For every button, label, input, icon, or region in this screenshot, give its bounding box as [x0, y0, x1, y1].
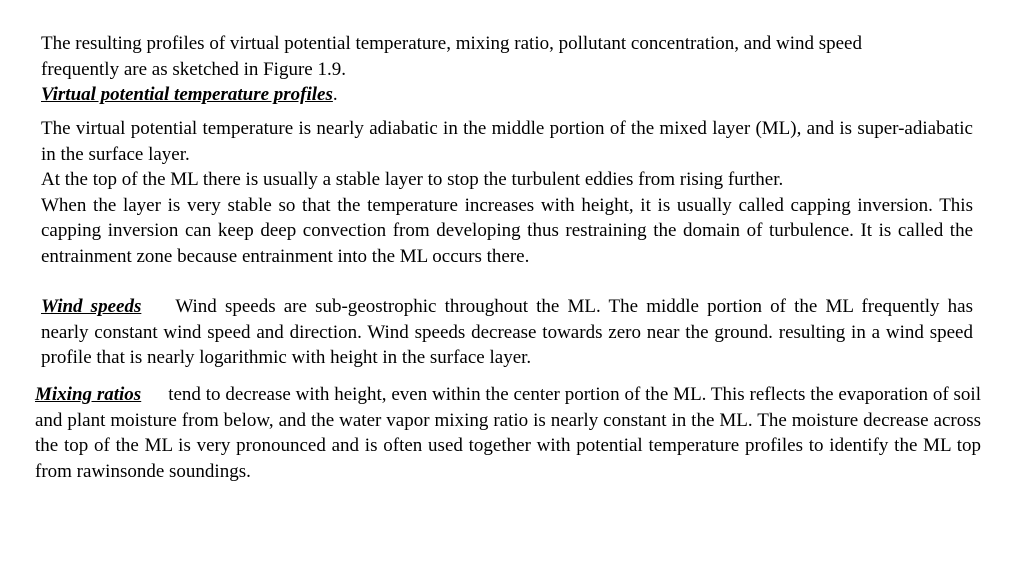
- mixing-ratios-heading: Mixing ratios: [35, 384, 142, 405]
- mixing-ratios-section: [35, 382, 981, 484]
- intro-section: [41, 31, 981, 108]
- intro-line-2: frequently are as sketched in Figure 1.9.: [41, 58, 346, 80]
- vpt-section: [41, 116, 973, 269]
- vpt-heading: Virtual potential temperature profiles: [41, 84, 333, 105]
- wind-speeds-heading: Wind speeds: [41, 296, 142, 317]
- intro-line-1: The resulting profiles of virtual potential temperature, mixing ratio, pollutant concentration, and wind speed: [41, 33, 862, 54]
- vpt-paragraph-1: The virtual potential temperature is nearly adiabatic in the middle portion of the mixed layer (ML), and is super-adiabatic in the surface layer.: [41, 118, 973, 165]
- wind-speeds-section: [41, 294, 973, 371]
- vpt-heading-line: [41, 82, 981, 108]
- vpt-paragraph-2: At the top of the ML there is usually a stable layer to stop the turbulent eddies from rising further.: [41, 169, 784, 190]
- mixing-ratios-text: tend to decrease with height, even within the center portion of the ML. This reflects the evaporation of soil and plant moisture from below, and the water vapor mixing ratio is nearly constant in the ML. The moisture decrease across the top of the ML is very pronounced and is often used together with potential temperature profiles to identify the ML top from rawinsonde soundings.: [35, 384, 981, 482]
- vpt-heading-suffix: .: [332, 84, 338, 105]
- vpt-paragraph-3: When the layer is very stable so that the temperature increases with height, it is usually called capping inversion. This capping inversion can keep deep convection from developing thus restraining the domain of turbulence. It is called the entrainment zone because entrainment into the ML occurs there.: [41, 194, 973, 267]
- wind-speeds-text: Wind speeds are sub-geostrophic throughout the ML. The middle portion of the ML frequently has nearly constant wind speed and direction. Wind speeds decrease towards zero near the ground. resulting in a wind speed profile that is nearly logarithmic with height in the surface layer.: [41, 296, 973, 368]
